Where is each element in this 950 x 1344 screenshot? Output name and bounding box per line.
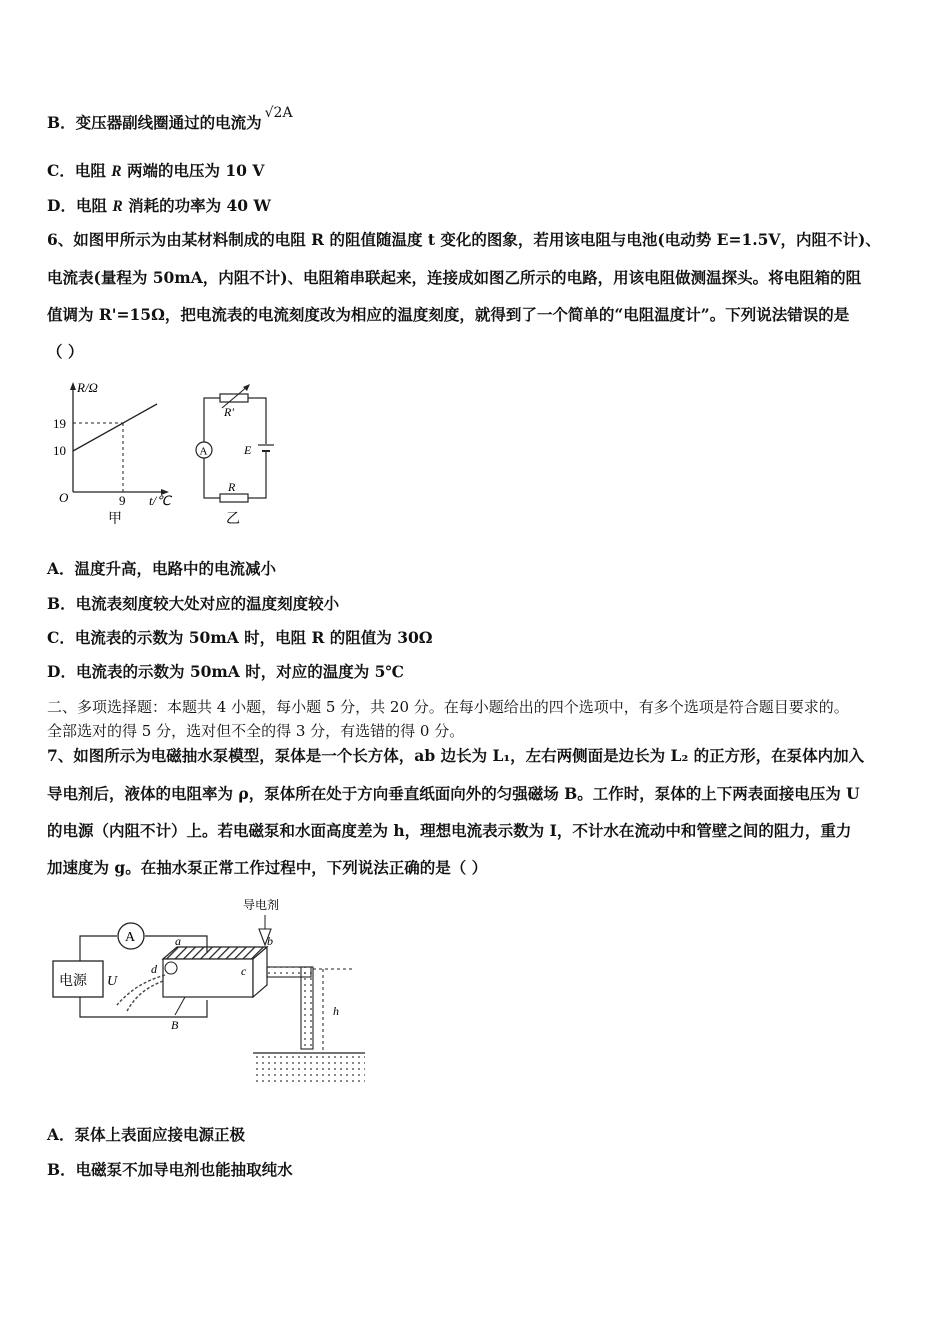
section2-line-2: 全部选对的得 5 分，选对但不全的得 3 分，有选错的得 0 分。: [47, 722, 465, 740]
prev-option-d-var: R: [112, 198, 123, 215]
prev-option-b: [47, 105, 910, 134]
prev-option-c: [47, 161, 910, 182]
rheostat-label: R': [224, 405, 234, 419]
prev-option-c-var: R: [111, 163, 122, 180]
q6-stem-line-2: 电流表(量程为 50mA，内阻不计)、电阻箱串联起来，连接成如图乙所示的电路，用该电阻做测温探头。将电阻箱的阻: [47, 268, 862, 287]
section2-line-1: 二、多项选择题：本题共 4 小题，每小题 5 分，共 20 分。在每小题给出的四个选项中，有多个选项是符合题目要求的。: [47, 698, 849, 716]
label-a: a: [175, 934, 181, 948]
q7-stem-line-4: 加速度为 g。在抽水泵正常工作过程中，下列说法正确的是（ ）: [47, 858, 488, 877]
resistor-box: [220, 494, 248, 502]
q6-stem-line-1: 6、如图甲所示为由某材料制成的电阻 R 的阻值随温度 t 变化的图象，若用该电阻与电池(电动势 E=1.5V，内阻不计)、: [47, 230, 881, 249]
voltage-label: U: [107, 974, 118, 989]
y-axis-arrow: [70, 382, 76, 390]
ammeter-label: A: [199, 445, 208, 458]
y-tick-10: 10: [53, 443, 66, 458]
prev-option-d-text-b: 消耗的功率为 40 W: [122, 196, 271, 215]
q7-option-a: A．泵体上表面应接电源正极: [47, 1125, 246, 1144]
q7-stem-line-1: 7、如图所示为电磁抽水泵模型，泵体是一个长方体，ab 边长为 L₁，左右两侧面是边长为 L₂ 的正方形，在泵体内加入: [47, 746, 865, 765]
pump-ammeter-label: A: [125, 930, 136, 945]
resistor-label: R: [228, 480, 236, 494]
field-label: B: [171, 1018, 179, 1032]
outlet-pipe-vertical: [301, 967, 313, 1049]
q6-option-d: D．电流表的示数为 50mA 时，对应的温度为 5℃: [47, 662, 404, 681]
prev-option-b-text: B．变压器副线圈通过的电流为: [47, 113, 262, 132]
q6-option-b: B．电流表刻度较大处对应的温度刻度较小: [47, 594, 340, 613]
battery-label: E: [244, 443, 252, 457]
prev-option-c-text-b: 两端的电压为 10 V: [121, 161, 265, 180]
pump-top-face: [163, 947, 267, 959]
x-tick-9: 9: [119, 493, 126, 508]
sqrt2-value: √2A: [264, 105, 293, 121]
prev-option-c-text-a: C．电阻: [47, 161, 112, 180]
q7-pump-figure: [45, 893, 375, 1093]
y-axis-label: R/Ω: [77, 380, 98, 395]
prev-option-d: [47, 196, 910, 217]
q6-graph-figure: [45, 378, 185, 528]
water-inflow: [117, 975, 165, 1011]
y-tick-19: 19: [53, 416, 66, 431]
prev-option-d-text-a: D．电阻: [47, 196, 113, 215]
x-axis-label: t/℃: [149, 493, 171, 508]
q7-option-b: B．电磁泵不加导电剂也能抽取纯水: [47, 1160, 293, 1179]
additive-label: 导电剂: [243, 898, 280, 912]
resistance-line: [73, 404, 157, 451]
q7-stem-line-2: 导电剂后，液体的电阻率为 ρ，泵体所在处于方向垂直纸面向外的匀强磁场 B。工作时，泵体的上下两表面接电压为 U: [47, 784, 860, 803]
q6-option-c: C．电流表的示数为 50mA 时，电阻 R 的阻值为 30Ω: [47, 628, 433, 647]
q6-option-a: A．温度升高，电路中的电流减小: [47, 559, 277, 578]
q7-stem-line-3: 的电源（内阻不计）上。若电磁泵和水面高度差为 h，理想电流表示数为 I，不计水在流动中和管壁之间的阻力，重力: [47, 821, 852, 840]
graph-caption: 甲: [108, 512, 122, 527]
bottom-wire: [80, 997, 207, 1017]
label-d: d: [151, 962, 157, 976]
circuit-caption: 乙: [226, 512, 240, 527]
q6-circuit-figure: [188, 378, 278, 528]
power-supply-label: 电源: [59, 974, 87, 989]
q6-stem-line-4: （ ）: [47, 342, 84, 361]
water-body: [253, 1054, 365, 1082]
label-c: c: [241, 964, 247, 978]
q6-stem-line-3: 值调为 R'=15Ω，把电流表的电流刻度改为相应的温度刻度，就得到了一个简单的“电阻温度计”。下列说法错误的是: [47, 305, 850, 324]
height-label: h: [333, 1004, 339, 1018]
origin-label: O: [59, 490, 69, 505]
top-wire: [80, 936, 117, 961]
label-b: b: [267, 934, 273, 948]
field-pointer: [175, 997, 185, 1015]
